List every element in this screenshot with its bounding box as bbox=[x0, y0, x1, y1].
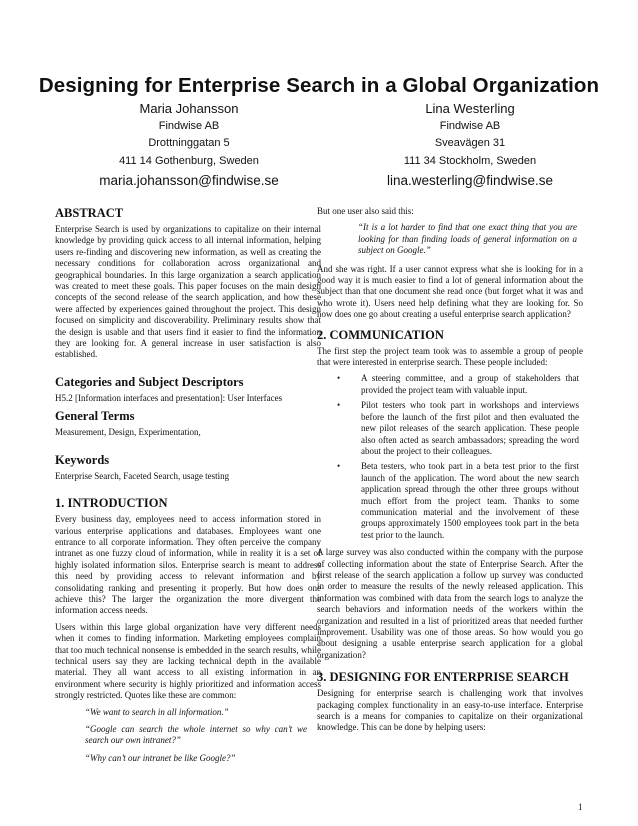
categories-heading: Categories and Subject Descriptors bbox=[55, 374, 244, 389]
user-quote: “Why can’t our intranet be like Google?” bbox=[85, 752, 236, 763]
user-quote: “It is a lot harder to find that one exact thing that you are looking for than finding loads of general information on a subject on Google.” bbox=[358, 222, 577, 256]
right-column bbox=[317, 206, 583, 739]
body-paragraph: The first step the project team took was to assemble a group of people that were interested in enterprise search. These people included: bbox=[317, 345, 583, 368]
list-item bbox=[317, 400, 583, 457]
author-city: 411 14 Gothenburg, Sweden bbox=[119, 154, 259, 167]
keywords-text: Enterprise Search, Faceted Search, usage testing bbox=[55, 470, 230, 481]
lead-sentence: But one user also said this: bbox=[317, 206, 414, 216]
bullet-icon: • bbox=[337, 400, 341, 411]
list-item bbox=[317, 373, 583, 396]
abstract-heading: ABSTRACT bbox=[55, 206, 124, 220]
body-paragraph: Designing for enterprise search is challenging work that involves packaging complex functionality in an easy-to-use interface. Enterprise search is a means for companies to capitalize on their organizational knowledge. This can be done by helping users: bbox=[317, 688, 583, 733]
paper-title: Designing for Enterprise Search in a Global Organization bbox=[38, 74, 600, 97]
user-quote: “We want to search in all information.” bbox=[85, 706, 229, 717]
user-quote: “Google can search the whole internet so why can’t we search our own intranet?” bbox=[85, 724, 307, 746]
list-item-text: Pilot testers who took part in workshops and interviews before the launch of the first pilot and then evaluated the new pilot releases of the search application. These people also often acted as search ambassadors; spreading the word about the project to their colleagues. bbox=[361, 400, 579, 456]
author-org: Findwise AB bbox=[158, 119, 220, 132]
author-street: Drottninggatan 5 bbox=[148, 137, 230, 149]
design-heading: 3. DESIGNING FOR ENTERPRISE SEARCH bbox=[317, 670, 569, 685]
author-org: Findwise AB bbox=[439, 119, 501, 132]
terms-text: Measurement, Design, Experimentation, bbox=[55, 427, 201, 438]
left-column bbox=[55, 206, 321, 770]
list-item-text: Beta testers, who took part in a beta test prior to the first launch of the application. The word about the new search application spread through the other three groups without much effort from the project team. Thanks to some communication material and the involvement of these groups approximately 1500 employees took part in the beta test prior to the launch. bbox=[361, 461, 579, 540]
introduction-paragraph: Users within this large global organization have very different needs when it comes to finding information. Marketing employees complain that too much technical nonsense is embedded in the search results, while technical users say they are lacking technical depth in the available material. They all want access to all existing information in an environment where security is highly prioritized and information access strongly restricted. Quotes like these are common: bbox=[55, 621, 321, 701]
body-paragraph: And she was right. If a user cannot express what she is looking for in a good way it is much easier to find a lot of general information about the subject than that one document she read once (but forget what it was and who wrote it). Users need help defining what they are looking for. So how does one go about creating a useful enterprise search application? bbox=[317, 263, 583, 320]
categories-text: H5.2 [Information interfaces and presentation]: User Interfaces bbox=[55, 392, 283, 403]
author-name: Lina Westerling bbox=[425, 101, 515, 116]
author-email: lina.westerling@findwise.se bbox=[386, 173, 554, 188]
author-street: Sveavägen 31 bbox=[434, 137, 506, 149]
author-email: maria.johansson@findwise.se bbox=[99, 173, 279, 188]
keywords-heading: Keywords bbox=[55, 452, 110, 467]
author-city: 111 34 Stockholm, Sweden bbox=[403, 154, 537, 167]
stakeholder-list bbox=[317, 373, 583, 541]
bullet-icon: • bbox=[337, 461, 341, 472]
author-block-2 bbox=[345, 100, 595, 190]
list-item-text: A steering committee, and a group of stakeholders that provided the project team with valuable input. bbox=[361, 373, 579, 395]
bullet-icon: • bbox=[337, 373, 341, 384]
communication-heading: 2. COMMUNICATION bbox=[317, 327, 444, 342]
introduction-heading: 1. INTRODUCTION bbox=[55, 496, 168, 511]
abstract-text: Enterprise Search is used by organizations to capitalize on their internal knowledge by providing quick access to all internal information, helping users re-finding and discovering new information, as well as creating the necessary conditions for collaboration across organizational and geographical boundaries. In this large organization a search application was created to meet these goals. This paper focuses on the main design concepts of the second release of the search application, and how these were affected by experiences gained throughout the project. This design focused on simplicity and discoverability. Preliminary results show that the design is usable and that users find it easier to find the information they are looking for. A general increase in user satisfaction is also established. bbox=[55, 224, 321, 360]
list-item bbox=[317, 461, 583, 541]
introduction-paragraph: Every business day, employees need to access information stored in various enterprise applications and databases. Employees want one entrance to all corporate information. They often perceive the company intranet as one fuzzy cloud of information, while in reality it is a set of highly isolated information silos. Enterprise search is meant to address this need by providing access to relevant information and by consolidating ranking and presenting it properly. But how does one achieve this? The larger the organization the more divergent the information access needs. bbox=[55, 514, 321, 616]
terms-heading: General Terms bbox=[55, 409, 135, 424]
page-number: 1 bbox=[578, 802, 583, 812]
body-paragraph: A large survey was also conducted within the company with the purpose of collecting information about the state of Enterprise Search. After the first release of the search application a follow up survey was conducted in order to measure the results of the newly released application. This information was combined with data from the search logs to analyze the search behaviors and information needs of the workers within the organization and resulted in a list of prioritized areas that needed further improvement. Usability was one of those areas. So how would you go about designing a usable enterprise search application for a global organization? bbox=[317, 547, 583, 660]
author-block-1 bbox=[64, 100, 314, 190]
author-name: Maria Johansson bbox=[139, 101, 239, 116]
